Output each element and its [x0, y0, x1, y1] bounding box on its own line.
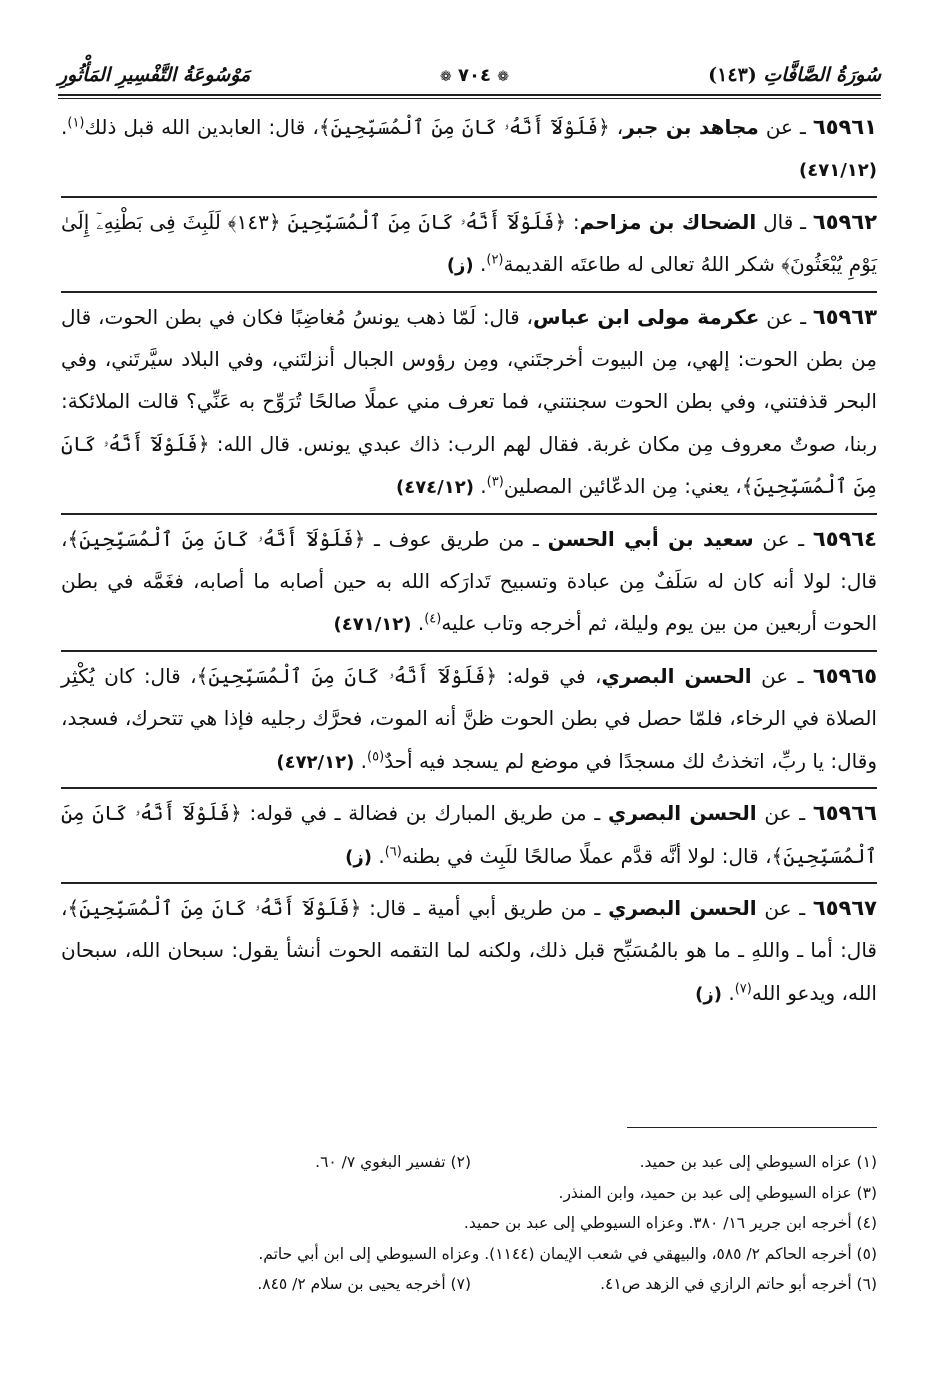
footnote-marker: (١): [67, 115, 85, 131]
entry-text: ، قال: لولا أنه كان له سَلَفٌ مِن عبادة وتسبيح تَدارَكه الله به حين أصابه ما أصابه، فغَمَّه في بطن الحوت أربعين من بين يوم وليلة، ثم أخرجه وتاب عليه: [61, 526, 877, 636]
entry-separator: [61, 513, 877, 515]
footnote-row: [61, 1269, 877, 1300]
entry-number: ٦٥٩٦٣: [812, 304, 878, 329]
entry-text: :: [566, 209, 580, 234]
entry-text: .: [473, 252, 487, 277]
entry-text: ـ عن: [758, 115, 813, 139]
entry-number: ٦٥٩٦١: [812, 115, 877, 139]
entry-number: ٦٥٩٦٧: [812, 895, 877, 920]
sura-heading: [708, 60, 881, 90]
narrator-name: الضحاك بن مزاحم: [579, 209, 757, 234]
entry-separator: [61, 196, 877, 198]
entry-text: ، قال: العابدين الله قبل ذلك: [84, 115, 319, 139]
footnote-row: [61, 1147, 877, 1178]
footnote-1: (١) عزاه السيوطي إلى عبد بن حميد.: [639, 1153, 877, 1171]
source-reference: (٤٧١/١٢): [799, 160, 877, 182]
quran-verse: ﴿فَلَوْلَآ أَنَّهُۥ كَانَ مِنَ ٱلْمُسَبِّحِينَ﴾: [318, 115, 610, 139]
entry-text: ، قال: كان يُكْثِر الصلاة في الرخاء، فلمّا حصل في بطن الحوت ظنَّ أنه الموت، فحرَّك رجليه فإذا هي تتحرك، فسجد، وقال: يا ربِّ، اتخذتُ لك مسجدًا في موضع لم يسجد فيه أحدٌ: [61, 663, 877, 773]
entry-separator: [61, 291, 877, 293]
footnote-marker: (٧): [734, 981, 752, 997]
quran-verse: ﴿فَلَوْلَآ أَنَّهُۥ كَانَ مِنَ ٱلْمُسَبِّحِينَ ﴿١٤٣﴾ لَلَبِثَ فِى بَطْنِهِۦٓ إِلَىٰ يَوْمِ يُبْعَثُونَ﴾: [61, 209, 877, 277]
footnotes: [61, 1147, 877, 1300]
entry-text: ، قال: لولا أنَّه قدَّم عملًا صالحًا للَبِث في بطنه: [401, 843, 772, 868]
entry-text: .: [411, 611, 425, 636]
entry-text: .: [473, 474, 487, 499]
header-rule: [58, 98, 881, 99]
header-rule: [58, 94, 881, 96]
entry-number: ٦٥٩٦٦: [812, 801, 878, 826]
entry-separator: [61, 882, 877, 884]
footnote-3: (٣) عزاه السيوطي إلى عبد بن حميد، وابن المنذر.: [558, 1183, 877, 1202]
footnote-4: (٤) أخرجه ابن جرير ١٦/ ٣٨٠. وعزاه السيوطي إلى عبد بن حميد.: [463, 1214, 877, 1232]
ornament-icon: ❁: [440, 69, 452, 85]
narration-entry: [61, 201, 877, 288]
entry-text: ـ عن: [756, 801, 813, 826]
footnote-row: [61, 1239, 877, 1270]
source-reference: (ز): [695, 983, 722, 1005]
entry-text: ـ عن: [759, 304, 813, 329]
entry-separator: [61, 650, 877, 652]
narrator-name: الحسن البصري: [608, 801, 757, 826]
footnote-7: (٧) أخرجه يحيى بن سلام ٢/ ٨٤٥.: [257, 1275, 471, 1293]
entry-text: ، في قوله:: [497, 663, 602, 688]
narrator-name: مجاهد بن جبر: [623, 115, 759, 139]
entry-text: ، قال: لَمّا ذهب يونسُ مُغاضِبًا فكان في بطن الحوت، قال مِن بطن الحوت: إلهي، مِن البيوت أخرجتَني، ومِن رؤوس الجبال أنزلتَني، وفي البلاد سيَّرتَني، وفي البحر قذفتني، وفي بطن الحوت سجنتني، فما تعرف مني عملًا صالحًا تُرَوِّح به عَنِّي؟ قالت الملائكة: ربنا، صوتٌ معروف مِن مكان غربة. فقال لهم الرب: ذاك عبدي يونس. قال الله:: [61, 304, 877, 456]
entry-text: .: [61, 115, 68, 139]
quran-verse: ﴿فَلَوْلَآ أَنَّهُۥ كَانَ مِنَ ٱلْمُسَبِّحِينَ﴾: [67, 895, 362, 920]
source-reference: (٤٧٢/١٢): [276, 751, 355, 773]
source-reference: (ز): [345, 846, 372, 868]
entry-number: ٦٥٩٦٤: [812, 526, 877, 551]
ornament-icon: ❁: [497, 69, 509, 85]
footnote-2: (٢) تفسير البغوي ٧/ ٦٠.: [315, 1153, 471, 1171]
footnote-row: [61, 1208, 877, 1239]
footnote-marker: (٣): [486, 474, 504, 490]
footnote-row: [61, 1178, 877, 1209]
page-number-block: [440, 64, 509, 89]
footnote-marker: (٢): [486, 252, 504, 268]
quran-verse: ﴿فَلَوْلَآ أَنَّهُۥ كَانَ مِنَ ٱلْمُسَبِّحِينَ﴾: [67, 526, 366, 551]
entry-text: ، قال: أما ـ واللهِ ـ ما هو بالمُسَبِّح قبل ذلك، ولكنه لما التقمه الحوت أنشأ يقول: سبحان الله، سبحان الله، ويدعو الله: [61, 895, 877, 1005]
entry-number: ٦٥٩٦٢: [812, 209, 878, 234]
footnote-marker: (٤): [424, 611, 442, 627]
sura-number: (١٤٣): [708, 64, 757, 86]
quran-verse: ﴿فَلَوْلَآ أَنَّهُۥ كَانَ مِنَ ٱلْمُسَبِّحِينَ﴾: [61, 431, 877, 499]
entry-text: ،: [609, 115, 624, 139]
narrator-name: الحسن البصري: [601, 663, 752, 688]
footnote-separator: [627, 1127, 877, 1128]
main-text: [61, 106, 877, 1016]
footnote-6: (٦) أخرجه أبو حاتم الرازي في الزهد ص٤١.: [600, 1275, 877, 1293]
entry-text: .: [372, 843, 385, 868]
narration-entry: [61, 792, 877, 879]
entry-text: .: [354, 748, 368, 773]
page-number: ٧٠٤: [458, 65, 491, 86]
source-reference: (ز): [446, 255, 474, 277]
entry-text: ـ قال: [756, 209, 813, 234]
source-reference: (٤٧١/١٢): [333, 614, 412, 636]
entry-text: ، يعني: مِن الدعّائين المصلين: [503, 474, 742, 499]
entry-text: ـ من طريق أبي أمية ـ قال:: [361, 895, 609, 920]
quran-verse: ﴿فَلَوْلَآ أَنَّهُۥ كَانَ مِنَ ٱلْمُسَبِّحِينَ﴾: [196, 663, 498, 688]
entry-text: ـ من طريق المبارك بن فضالة ـ في قوله:: [241, 801, 609, 826]
narration-entry: [61, 655, 877, 784]
sura-title: سُورَةُ الصَّافَّاتِ: [763, 64, 881, 86]
narrator-name: عكرمة مولى ابن عباس: [533, 304, 760, 329]
narrator-name: الحسن البصري: [608, 895, 757, 920]
quran-verse: ﴿فَلَوْلَآ أَنَّهُۥ كَانَ مِنَ ٱلْمُسَبِّحِينَ﴾: [61, 801, 877, 868]
entry-text: ـ عن: [756, 895, 813, 920]
footnote-5: (٥) أخرجه الحاكم ٢/ ٥٨٥، والبيهقي في شعب الإيمان (١١٤٤). وعزاه السيوطي إلى ابن أبي حاتم.: [258, 1244, 877, 1263]
footnote-marker: (٥): [367, 749, 385, 765]
book-title: مَوْسُوعَةُ التَّفْسِيرِ المَأْثُورِ: [58, 64, 251, 86]
entry-separator: [61, 787, 877, 789]
source-reference: (٤٧٤/١٢): [395, 477, 474, 499]
entry-text: .: [721, 980, 735, 1005]
narrator-name: سعيد بن أبي الحسن: [547, 526, 754, 551]
entry-text: ـ عن: [753, 526, 813, 551]
entry-text: ـ عن: [751, 663, 813, 688]
narration-entry: [61, 887, 877, 1016]
entry-number: ٦٥٩٦٥: [812, 663, 878, 688]
entry-text: ـ من طريق عوف ـ: [365, 526, 548, 551]
narration-entry: [61, 518, 877, 647]
narration-entry: [61, 106, 877, 193]
narration-entry: [61, 296, 877, 510]
page-header: [58, 60, 881, 96]
entry-text: شكر اللهُ تعالى له طاعتَه القديمة: [503, 252, 782, 277]
footnote-marker: (٦): [384, 843, 402, 859]
